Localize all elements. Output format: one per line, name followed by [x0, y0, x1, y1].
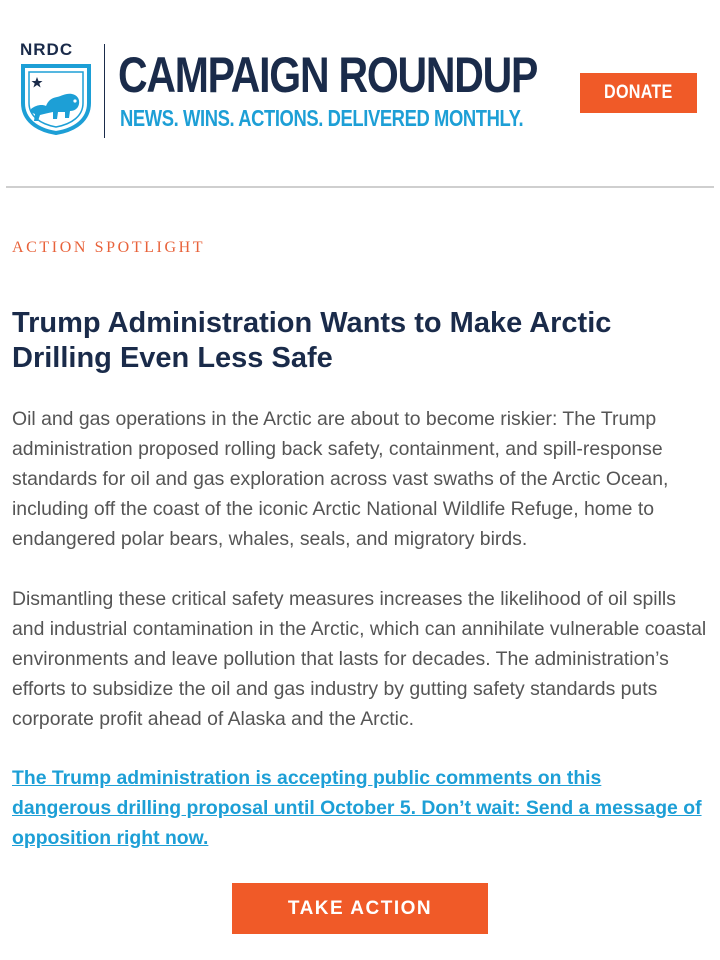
article-headline: Trump Administration Wants to Make Arctic Drilling Even Less Safe [12, 307, 612, 374]
nrdc-logo[interactable] [20, 40, 94, 135]
polar-bear-shield-icon [20, 63, 92, 135]
donate-button-label: DONATE [604, 82, 673, 103]
email-header [0, 0, 720, 186]
newsletter-title: CAMPAIGN ROUNDUP [118, 47, 538, 103]
section-divider [6, 186, 714, 188]
logo-wordmark: NRDC [20, 40, 74, 59]
donate-button[interactable] [580, 73, 697, 113]
section-eyebrow: ACTION SPOTLIGHT [12, 239, 206, 256]
public-comment-link[interactable]: The Trump administration is accepting public comments on this dangerous drilling proposal until October 5. Don’t wait: Send a message of opposition right now. [12, 767, 702, 849]
article-paragraph-1: Oil and gas operations in the Arctic are about to become riskier: The Trump administration proposed rolling back safety, containment, and spill-response standards for oil and gas exploration across vast swaths of the Arctic Ocean, including off the coast of the iconic Arctic National Wildlife Refuge, home to endangered polar bears, whales, seals, and migratory birds. [12, 408, 669, 550]
article-paragraph-2: Dismantling these critical safety measures increases the likelihood of oil spills and industrial contamination in the Arctic, which can annihilate vulnerable coastal environments and leave pollution that lasts for decades. The administration’s efforts to subsidize the oil and gas industry by gutting safety standards puts corporate profit ahead of Alaska and the Arctic. [12, 588, 707, 730]
newsletter-tagline: NEWS. WINS. ACTIONS. DELIVERED MONTHLY. [120, 105, 524, 131]
take-action-button[interactable]: TAKE ACTION [232, 883, 488, 934]
header-divider [104, 44, 105, 138]
